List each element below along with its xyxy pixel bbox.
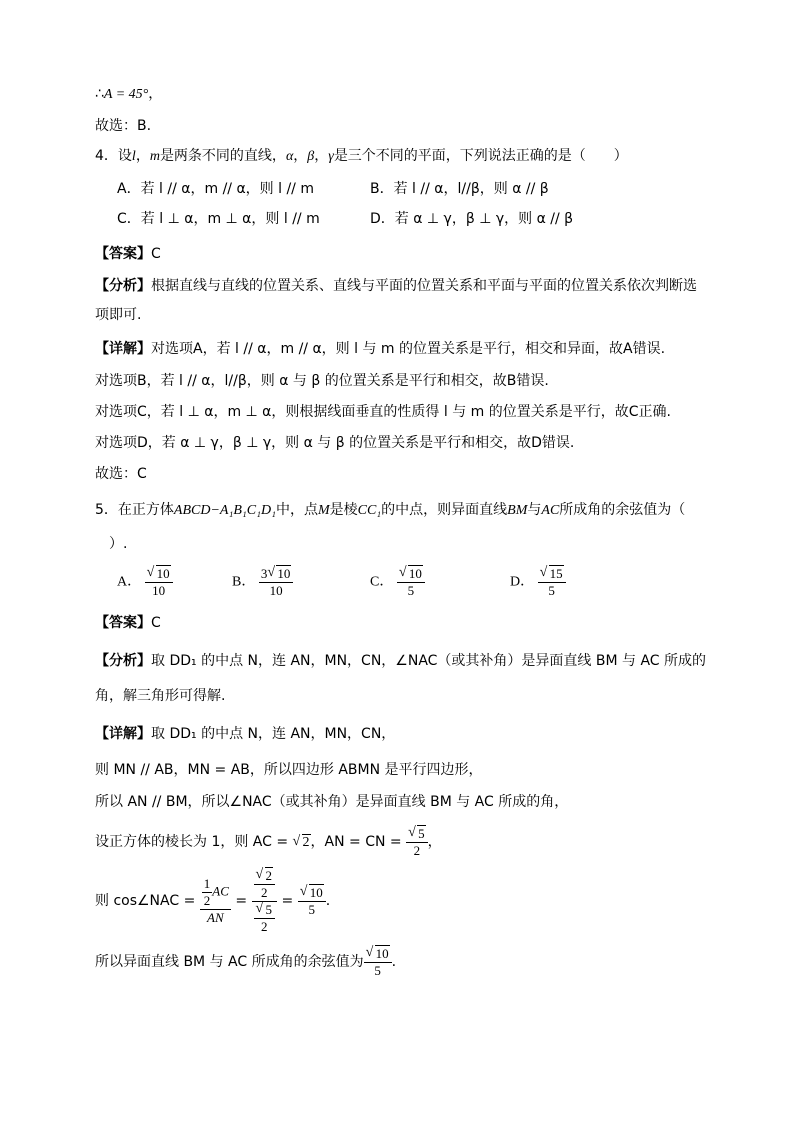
option-label: C．	[370, 574, 394, 590]
q4-stem-text: 是三个不同的平面，下列说法正确的是（ ）	[333, 148, 628, 164]
punct: .	[391, 954, 397, 970]
detail-text: ，AN = CN =	[310, 834, 407, 850]
q5-stem-line2: ）.	[95, 536, 128, 552]
q5-stem-line1	[95, 500, 685, 521]
q4-choice: 故选：C	[95, 466, 147, 482]
analysis-tag: 【分析】	[95, 653, 151, 669]
numerator: 1	[203, 876, 211, 891]
detail-tag: 【详解】	[95, 341, 151, 357]
q4-detail-line1	[95, 339, 665, 359]
analysis-tag: 【分析】	[95, 278, 151, 294]
q5-text: 与	[527, 502, 542, 518]
q4-analysis-line2: 项即可.	[95, 307, 142, 323]
denominator: 5	[407, 583, 415, 598]
denominator: 10	[152, 583, 166, 598]
line-bm: BM	[507, 503, 528, 518]
q4-stem-text: 是两条不同的直线，	[159, 148, 286, 164]
q5-text: 的中点，则异面直线	[381, 502, 508, 518]
denominator: 5	[548, 583, 555, 598]
q5-option-d	[510, 566, 566, 599]
detail-text: 设正方体的棱长为 1，则 AC =	[95, 834, 293, 850]
detail-text: 取 DD₁ 的中点 N，连 AN，MN，CN，	[151, 726, 396, 742]
fraction	[538, 566, 566, 599]
q5-cos-equation: 则 cos∠NAC = $\frac{1}{2}$ AC AN = √ $\frac{2}{2}$ √ $\frac{5}{2}$ = √ $\frac{10}{5}$ .	[95, 866, 330, 936]
answer-value: C	[151, 615, 161, 631]
q5-text: 中，点	[275, 502, 318, 518]
q5-text: 所成角的余弦值为（	[559, 502, 686, 518]
denominator: 2	[261, 918, 268, 934]
q5-detail-line4	[95, 825, 442, 860]
q5-text: 是棱	[329, 502, 358, 518]
var-l: l	[131, 149, 136, 164]
q4-detail-line2: 对选项B，若 l // α，l//β，则 α 与 β 的位置关系是平行和相交，故B错误.	[95, 373, 549, 389]
q5-analysis-line1	[95, 651, 706, 671]
punct: ，	[135, 148, 150, 164]
segment-ac: AC	[212, 883, 229, 899]
punct: ，	[148, 86, 163, 102]
segment-an: AN	[207, 910, 224, 925]
q4-option-a: A．若 l // α，m // α，则 l // m	[117, 181, 314, 197]
cube-name: ABCD−A₁B₁C₁D₁	[173, 503, 276, 518]
radicand: 10	[408, 566, 422, 581]
analysis-text: 取 DD₁ 的中点 N，连 AN，MN，CN，∠NAC（或其补角）是异面直线 BM 与 AC 所成的	[151, 653, 707, 669]
fraction	[397, 566, 425, 599]
q4-stem	[95, 146, 628, 167]
radicand: 10	[309, 884, 323, 900]
radicand: 5	[265, 901, 273, 917]
detail-tag: 【详解】	[95, 726, 151, 742]
line-ac: AC	[541, 503, 560, 518]
option-label: D．	[510, 574, 535, 590]
q5-conclusion	[95, 944, 396, 980]
q5-option-a	[117, 566, 173, 599]
q4-number: 4．设	[95, 148, 132, 164]
final-fraction	[364, 946, 392, 979]
option-label: A．	[117, 574, 142, 590]
answer-value: C	[151, 246, 161, 262]
mid-fraction	[252, 868, 278, 935]
point-m: M	[317, 503, 330, 518]
q5-detail-line1	[95, 724, 395, 744]
detail-text: 所以异面直线 BM 与 AC 所成角的余弦值为	[95, 954, 364, 970]
radicand: 2	[265, 867, 273, 883]
fraction	[259, 566, 294, 599]
q4-detail-line4: 对选项D，若 α ⊥ γ，β ⊥ γ，则 α 与 β 的位置关系是平行和相交，故D错误.	[95, 435, 575, 451]
answer-tag: 【答案】	[95, 615, 151, 631]
prev-choice: 故选：B.	[95, 118, 152, 134]
denominator: 5	[374, 962, 381, 978]
punct: ，	[427, 834, 442, 850]
option-label: B．	[232, 574, 256, 590]
half-fraction	[202, 876, 213, 909]
q5-detail-line3: 所以 AN // BM，所以∠NAC（或其补角）是异面直线 BM 与 AC 所成的角，	[95, 794, 569, 810]
punct: ，	[314, 148, 329, 164]
fraction	[406, 826, 428, 859]
q4-detail-line3: 对选项C，若 l ⊥ α，m ⊥ α，则根据线面垂直的性质得 l 与 m 的位置关系是平行，故C正确.	[95, 404, 671, 420]
coefficient: 3	[260, 566, 268, 581]
q5-option-c	[370, 566, 425, 599]
radicand: 2	[302, 835, 310, 850]
therefore-symbol: ∴	[95, 86, 104, 102]
angle-result: A = 45°	[103, 87, 149, 102]
radicand: 10	[375, 945, 389, 961]
q4-option-b: B．若 l // α，l//β，则 α // β	[370, 181, 549, 197]
analysis-text: 根据直线与直线的位置关系、直线与平面的位置关系和平面与平面的位置关系依次判断选	[151, 278, 697, 294]
denominator: 2	[261, 884, 268, 900]
var-beta: β	[307, 149, 315, 164]
q4-option-d: D．若 α ⊥ γ，β ⊥ γ，则 α // β	[370, 211, 574, 227]
denominator: 5	[308, 901, 315, 917]
prev-conclusion	[95, 84, 162, 105]
q5-analysis-line2: 角，解三角形可得解.	[95, 688, 226, 704]
result-fraction	[298, 885, 326, 918]
radicand: 10	[156, 566, 170, 581]
var-alpha: α	[285, 149, 294, 164]
q5-number: 5．在正方体	[95, 502, 174, 518]
radicand: 5	[418, 825, 425, 841]
q4-option-c: C．若 l ⊥ α，m ⊥ α，则 l // m	[117, 211, 320, 227]
big-fraction	[200, 876, 231, 926]
detail-text: 则 cos∠NAC =	[95, 893, 200, 909]
edge-cc1: CC₁	[357, 503, 382, 518]
q5-option-b	[232, 566, 293, 599]
radicand: 10	[277, 566, 291, 581]
detail-text: 对选项A，若 l // α，m // α，则 l 与 m 的位置关系是平行，相交和异面，故A错误.	[151, 341, 666, 357]
fraction	[145, 566, 173, 599]
q4-answer	[95, 244, 161, 264]
var-m: m	[149, 149, 160, 164]
q5-detail-line2: 则 MN // AB，MN = AB，所以四边形 ABMN 是平行四边形，	[95, 762, 483, 778]
denominator: 2	[413, 842, 421, 858]
radicand: 15	[549, 566, 563, 581]
answer-tag: 【答案】	[95, 246, 151, 262]
denominator: 2	[203, 893, 211, 908]
punct: ，	[293, 148, 308, 164]
q4-analysis-line1	[95, 276, 697, 296]
var-gamma: γ	[328, 149, 334, 164]
denominator: 10	[269, 583, 283, 598]
q5-answer	[95, 613, 161, 633]
